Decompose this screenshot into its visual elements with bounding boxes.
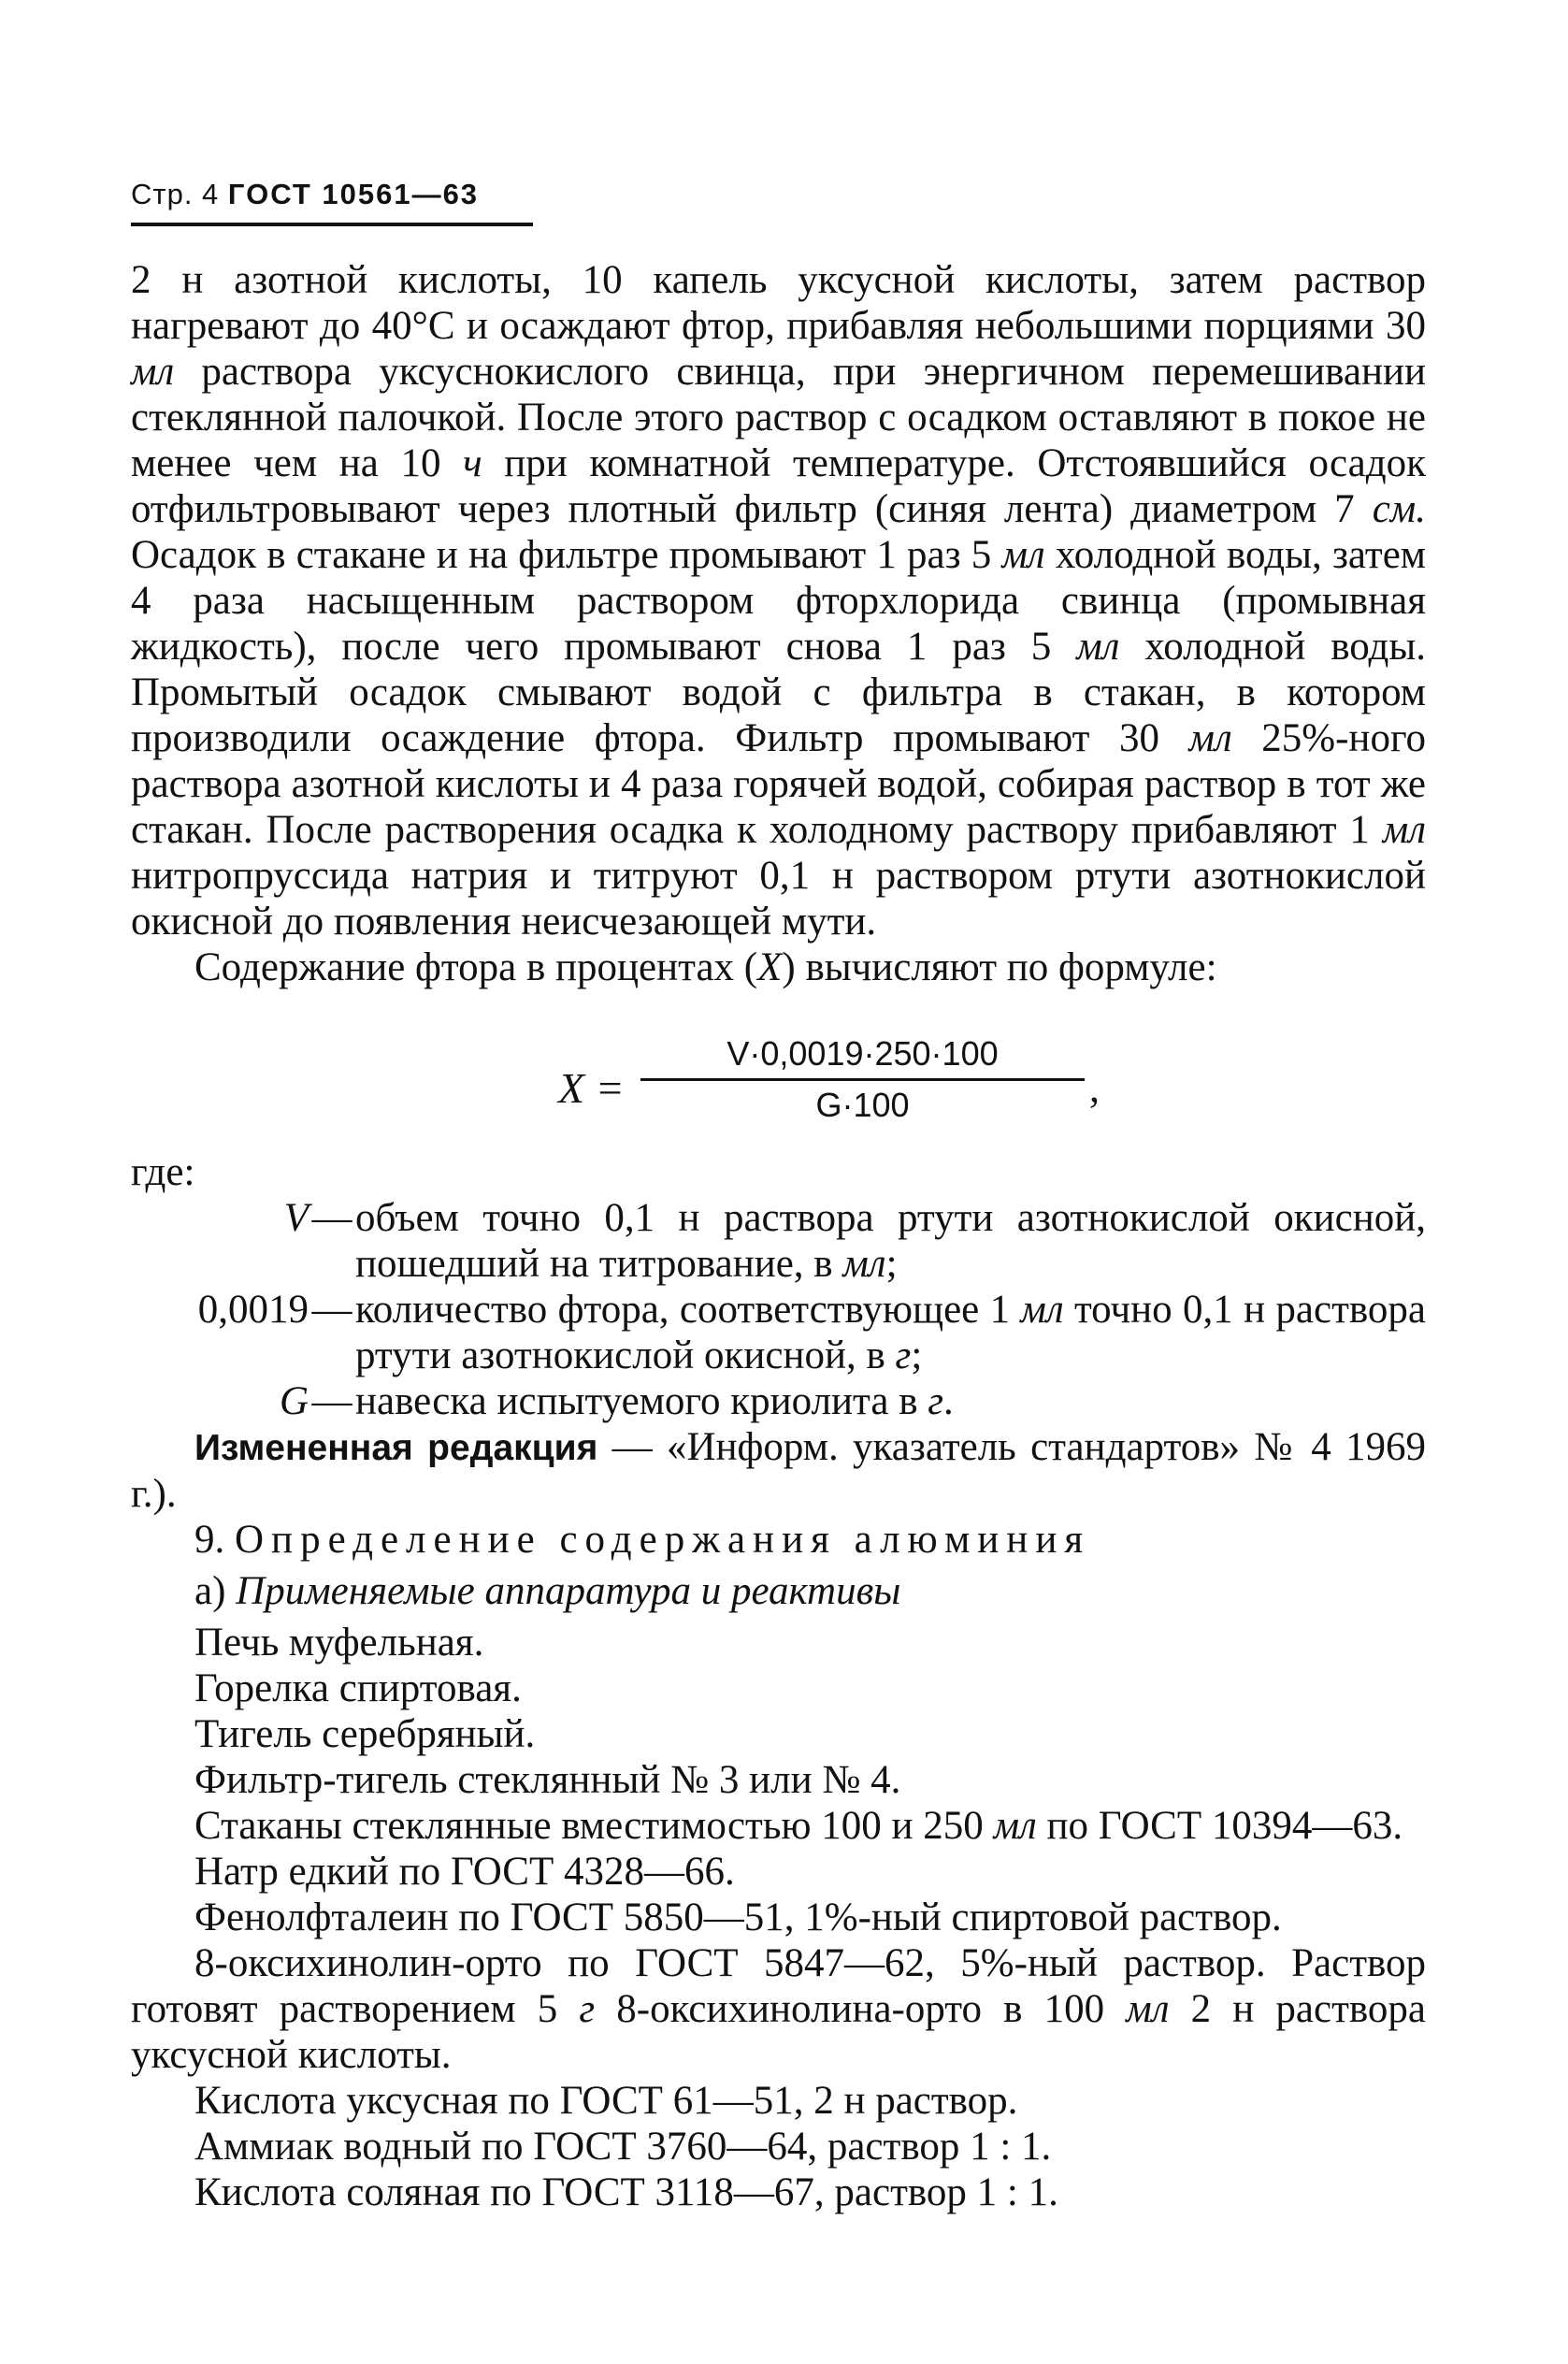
- formula-numerator: V·0,0019·250·100: [726, 1034, 999, 1073]
- definition-symbol: 0,0019: [197, 1288, 309, 1332]
- list-item: Фильтр-тигель стеклянный № 3 или № 4.: [194, 1758, 901, 1802]
- definition-dash: —: [311, 1379, 352, 1423]
- formula-lhs: X =: [558, 1064, 625, 1112]
- definition-row: [131, 1378, 1426, 1424]
- definition-row: [131, 1287, 1426, 1378]
- section-heading: 9. Определение содержания алюминия: [194, 1518, 1091, 1562]
- list-item: Тигель серебряный.: [194, 1712, 536, 1756]
- definitions-list: [131, 1195, 1426, 1424]
- list-item: Кислота соляная по ГОСТ 3118—67, раствор 1 : 1.: [194, 2170, 1058, 2214]
- formula-comma: ,: [1089, 1065, 1100, 1111]
- standard-number: ГОСТ 10561—63: [227, 178, 480, 210]
- list-item: 8-оксихинолин-орто по ГОСТ 5847—62, 5%-ный раствор. Раствор готовят растворением 5 г 8-оксихинолина-орто в 100 мл 2 н раствора уксусной кислоты.: [131, 1941, 1426, 2077]
- definition-text: объем точно 0,1 н раствора ртути азотнокислой окисной, пошедший на титрование, в мл;: [355, 1196, 1426, 1286]
- list-item: Печь муфельная.: [194, 1621, 484, 1665]
- subsection-heading: а) Применяемые аппаратура и реактивы: [194, 1569, 901, 1613]
- list-item: Стаканы стеклянные вместимостью 100 и 250 мл по ГОСТ 10394—63.: [194, 1804, 1403, 1848]
- running-header: [131, 178, 479, 211]
- definition-row: [131, 1195, 1426, 1287]
- definition-dash: —: [311, 1196, 352, 1240]
- list-item: Аммиак водный по ГОСТ 3760—64, раствор 1 : 1.: [194, 2125, 1052, 2169]
- formula-denominator: G·100: [815, 1086, 910, 1124]
- definition-text: навеска испытуемого криолита в г.: [355, 1379, 954, 1423]
- formula-intro: Содержание фтора в процентах (X) вычисляют по формуле:: [194, 945, 1217, 989]
- page-body: [131, 257, 1426, 2215]
- where-label: где:: [131, 1150, 195, 1194]
- definition-text: количество фтора, соответствующее 1 мл точно 0,1 н раствора ртути азотнокислой окисной, в г;: [355, 1288, 1426, 1377]
- definition-symbol: G: [279, 1379, 309, 1423]
- fraction-bar: [640, 1078, 1085, 1081]
- fluorine-formula: [131, 1030, 1426, 1149]
- page-label: Стр. 4: [131, 178, 220, 210]
- header-rule: [131, 223, 533, 226]
- definition-symbol: V: [283, 1196, 309, 1240]
- list-item: Горелка спиртовая.: [194, 1666, 522, 1710]
- definition-dash: —: [311, 1288, 352, 1332]
- list-item: Фенолфталеин по ГОСТ 5850—51, 1%-ный спиртовой раствор.: [194, 1896, 1282, 1939]
- formula-fraction: [640, 1033, 1085, 1126]
- procedure-paragraph: 2 н азотной кислоты, 10 капель уксусной кислоты, затем раствор нагревают до 40°С и осаждают фтор, прибавляя небольшими порциями 30 мл раствора уксуснокислого свинца, при энергичном перемешивании стеклянной палочкой. После этого раствор с осадком оставляют в покое не менее чем на 10 ч при комнатной температуре. Отстоявшийся осадок отфильтровывают через плотный фильтр (синяя лента) диаметром 7 см. Осадок в стакане и на фильтре промывают 1 раз 5 мл холодной воды, затем 4 раза насыщенным раствором фторхлорида свинца (промывная жидкость), после чего промывают снова 1 раз 5 мл холодной воды. Промытый осадок смывают водой с фильтра в стакан, в котором производили осаждение фтора. Фильтр промывают 30 мл 25%-ного раствора азотной кислоты и 4 раза горячей водой, собирая раствор в тот же стакан. После растворения осадка к холодному раствору прибавляют 1 мл нитропруссида натрия и титруют 0,1 н раствором ртути азотнокислой окисной до появления неисчезающей мути.: [131, 258, 1427, 944]
- amendment-note: Измененная редакция — «Информ. указатель стандартов» № 4 1969 г.).: [131, 1425, 1426, 1516]
- list-item: Натр едкий по ГОСТ 4328—66.: [194, 1850, 735, 1894]
- list-item: Кислота уксусная по ГОСТ 61—51, 2 н раствор.: [194, 2079, 1018, 2123]
